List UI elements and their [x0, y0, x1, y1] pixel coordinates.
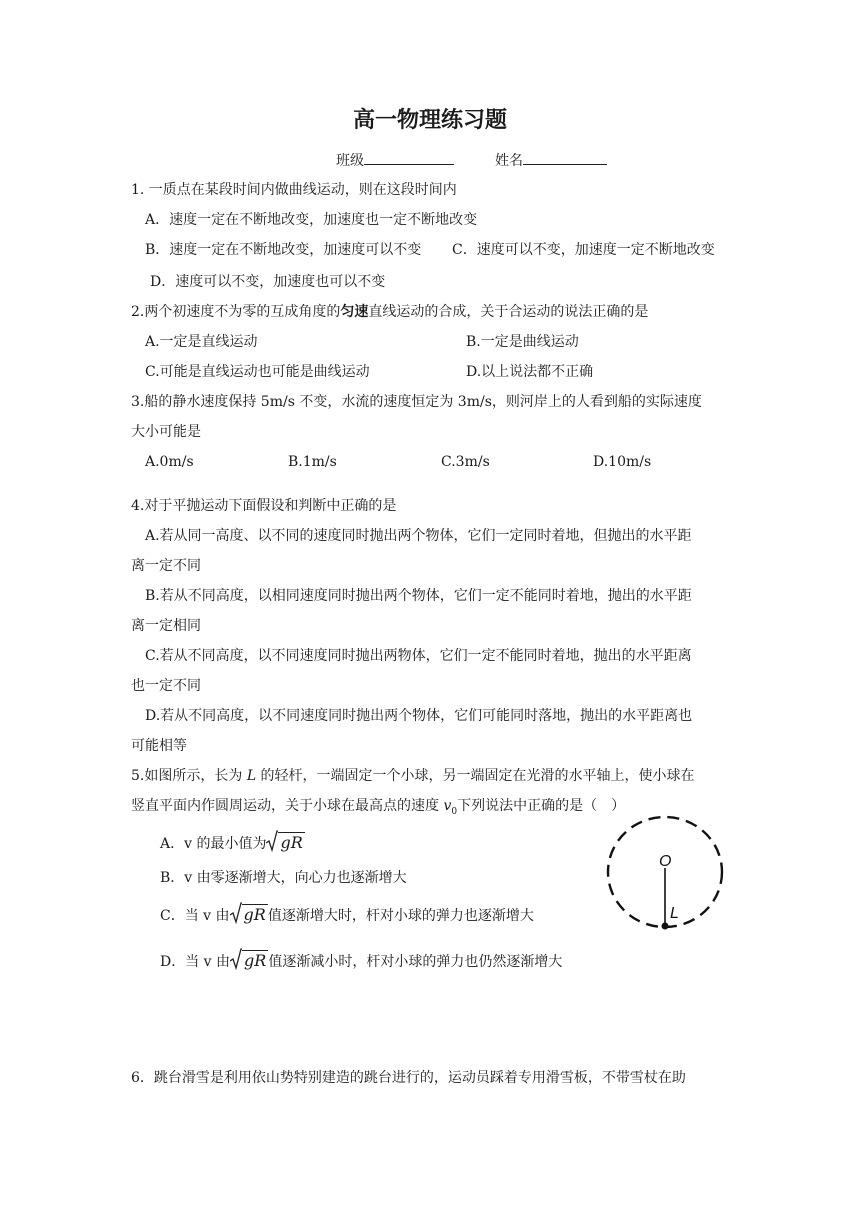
q4-option-c-line1: C.若从不同高度，以不同速度同时抛出两物体，它们一定不能同时着地，抛出的水平距离	[145, 648, 692, 664]
q4-option-a-line2: 离一定不同	[131, 558, 201, 574]
q4-stem: 4.对于平抛运动下面假设和判断中正确的是	[131, 498, 397, 514]
q6-stem-line1: 6．跳台滑雪是利用依山势特别建造的跳台进行的，运动员踩着专用滑雪板，不带雪杖在助	[131, 1070, 686, 1086]
q5-option-d-post: 值逐渐减小时，杆对小球的弹力也仍然逐渐增大	[268, 954, 563, 970]
radicand: gR	[280, 833, 303, 852]
q5-stem-line1-pre: 5.如图所示，长为	[131, 768, 247, 784]
class-blank[interactable]	[364, 150, 454, 165]
q1-option-b: B．速度一定在不断地改变，加速度可以不变	[145, 242, 422, 258]
q2-option-a: A.一定是直线运动	[145, 334, 258, 350]
sqrt-gr-expression	[230, 948, 268, 970]
q5-option-b: B．v 由零逐渐增大，向心力也逐渐增大	[160, 870, 407, 886]
radicand: gR	[243, 905, 266, 924]
ball-dot	[662, 923, 669, 930]
q5-option-d-pre: D．当 v 由	[160, 954, 231, 970]
class-field	[336, 150, 454, 171]
q3-stem-line2: 大小可能是	[131, 424, 201, 440]
page-title: 高一物理练习题	[352, 108, 507, 133]
q5-option-d	[160, 948, 562, 974]
name-blank[interactable]	[523, 150, 607, 165]
radical-sign-icon	[266, 830, 278, 852]
q3-option-d: D.10m/s	[593, 454, 652, 470]
q5-option-a-text: A．v 的最小值为	[160, 836, 267, 852]
radicand: gR	[244, 951, 267, 970]
q3-option-c: C.3m/s	[441, 454, 490, 470]
center-label: O	[659, 853, 672, 870]
q5-length-variable: L	[246, 768, 257, 784]
q4-option-d-line2: 可能相等	[131, 738, 187, 754]
name-label: 姓名	[495, 153, 523, 169]
sqrt-gr-expression	[266, 830, 304, 852]
q2-option-b: B.一定是曲线运动	[466, 334, 579, 350]
q1-option-d: D．速度可以不变，加速度也可以不变	[150, 274, 386, 290]
q3-stem-line1: 3.船的静水速度保持 5m/s 不变，水流的速度恒定为 3m/s，则河岸上的人看到船的实际速度	[131, 394, 702, 410]
q5-velocity-variable: v	[443, 798, 452, 814]
q1-option-a: A．速度一定在不断地改变，加速度也一定不断地改变	[145, 212, 478, 228]
q4-option-b-line2: 离一定相同	[131, 618, 201, 634]
q5-option-c-post: 值逐渐增大时，杆对小球的弹力也逐渐增大	[267, 908, 534, 924]
q5-stem-line2-post: 下列说法中正确的是（ ）	[457, 798, 626, 814]
q1-option-c: C．速度可以不变，加速度一定不断地改变	[452, 242, 715, 258]
q4-option-d-line1: D.若从不同高度，以不同速度同时抛出两个物体，它们可能同时落地，抛出的水平距离也	[145, 708, 693, 724]
q2-option-c: C.可能是直线运动也可能是曲线运动	[145, 364, 370, 380]
q2-stem-pre: 2.两个初速度不为零的互成角度的	[131, 304, 341, 320]
q5-stem-line1	[131, 766, 695, 786]
q3-option-a: A.0m/s	[145, 454, 194, 470]
q5-stem-line2-pre: 竖直平面内作圆周运动，关于小球在最高点的速度	[131, 798, 444, 814]
circular-motion-figure	[600, 812, 732, 936]
q2-stem-post: 直线运动的合成，关于合运动的说法正确的是	[368, 304, 649, 320]
sqrt-gr-expression	[230, 902, 268, 924]
q2-stem	[131, 302, 648, 322]
radical-sign-icon	[230, 948, 242, 970]
name-field	[495, 150, 607, 171]
class-label: 班级	[336, 153, 364, 169]
q5-option-c-pre: C．当 v 由	[160, 908, 230, 924]
radical-sign-icon	[230, 902, 242, 924]
q4-option-a-line1: A.若从同一高度、以不同的速度同时抛出两个物体，它们一定同时着地，但抛出的水平距	[145, 528, 692, 544]
q5-velocity-subscript: 0	[451, 806, 458, 817]
q2-option-d: D.以上说法都不正确	[466, 364, 594, 380]
q4-option-c-line2: 也一定不同	[131, 678, 201, 694]
rod-label: L	[670, 905, 679, 922]
q5-option-c	[160, 902, 534, 928]
q5-option-a	[160, 830, 305, 856]
q1-stem: 1. 一质点在某段时间内做曲线运动，则在这段时间内	[131, 182, 457, 198]
q3-option-b: B.1m/s	[288, 454, 337, 470]
q5-stem-line2	[131, 796, 625, 822]
q4-option-b-line1: B.若从不同高度，以相同速度同时抛出两个物体，它们一定不能同时着地，抛出的水平距	[145, 588, 692, 604]
q5-stem-line1-post: 的轻杆，一端固定一个小球，另一端固定在光滑的水平轴上，使小球在	[256, 768, 695, 784]
q2-stem-bold: 匀速	[340, 304, 369, 320]
